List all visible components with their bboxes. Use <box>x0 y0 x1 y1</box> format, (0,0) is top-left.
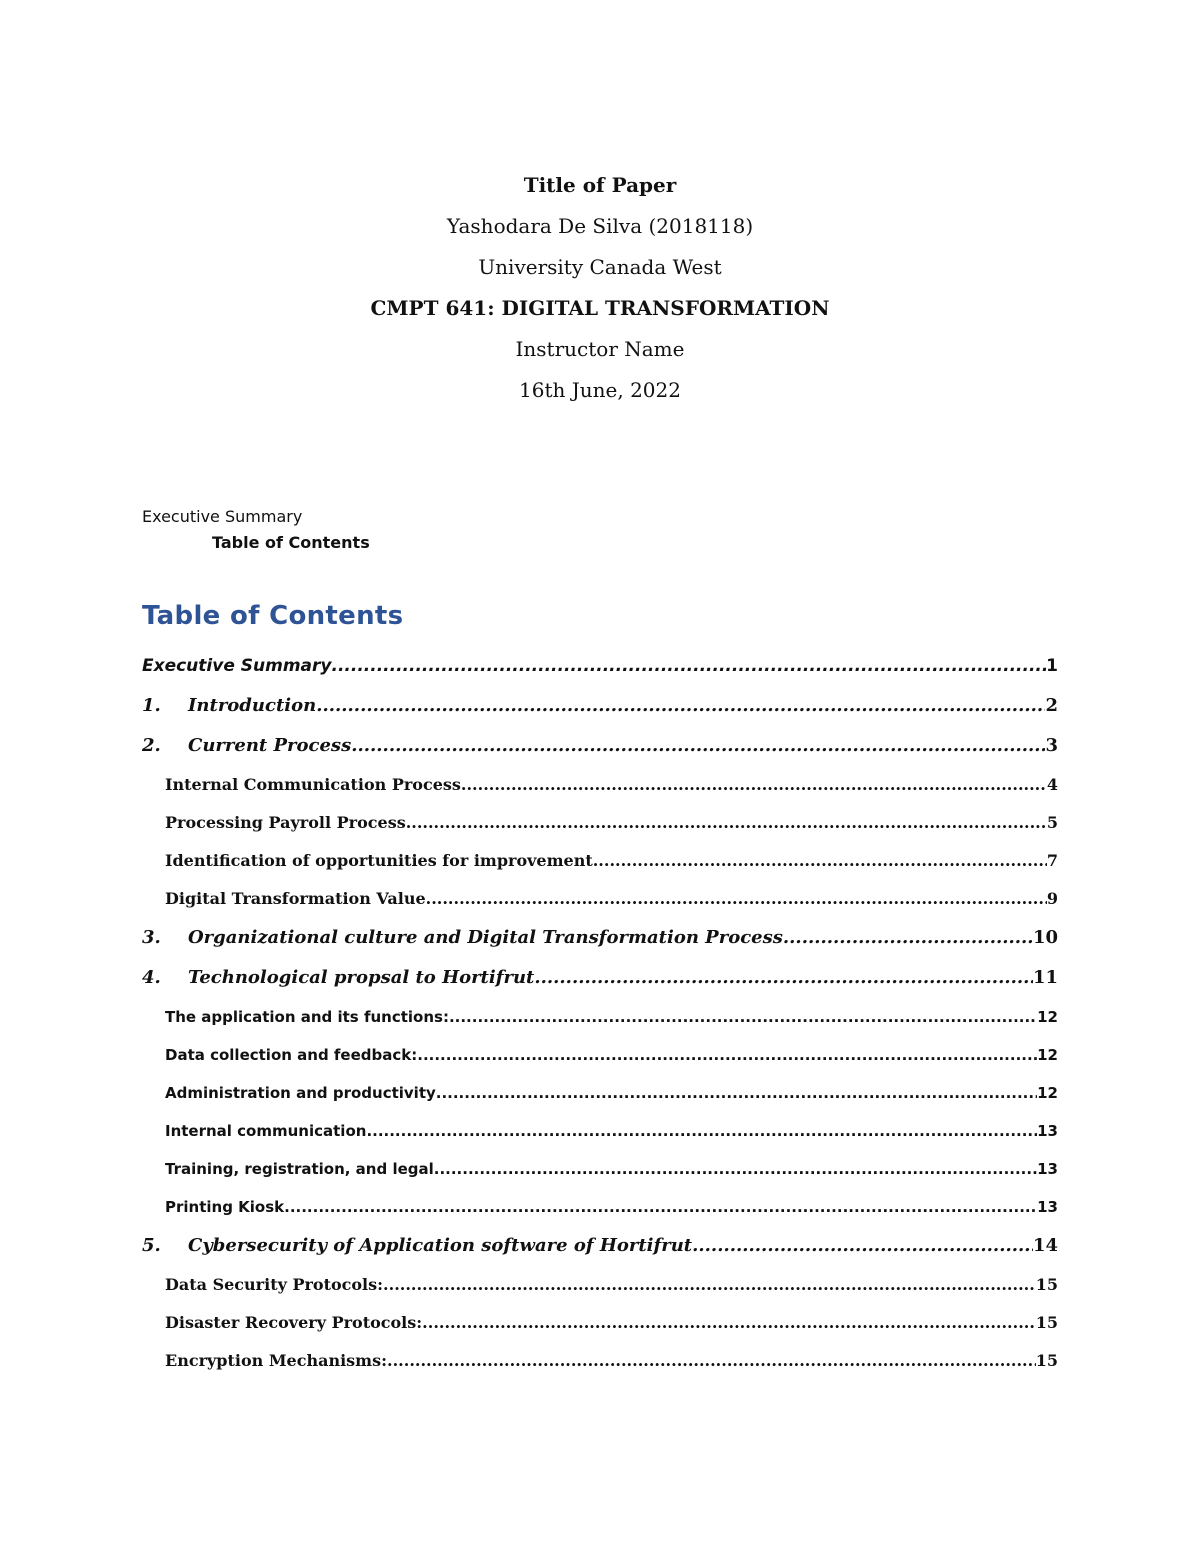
toc-leader-dots <box>783 918 1033 958</box>
toc-entry-label: Technological propsal to Hortifrut <box>188 967 535 988</box>
toc-entry-cybersecurity[interactable] <box>142 1226 1058 1266</box>
toc-entry-label: Current Process <box>188 735 352 756</box>
toc-entry-label: Administration and productivity <box>165 1084 436 1102</box>
toc-page-number: 13 <box>1037 1160 1058 1178</box>
toc-entry-introduction[interactable] <box>142 686 1058 726</box>
toc-leader-dots <box>366 1112 1037 1150</box>
toc-entry-label: Introduction <box>188 695 317 716</box>
toc-page-number: 15 <box>1035 1351 1058 1370</box>
toc-leader-dots <box>426 880 1047 918</box>
toc-page-number: 15 <box>1035 1313 1058 1332</box>
toc-page-number: 9 <box>1046 889 1058 908</box>
toc-entry-label: Printing Kiosk <box>165 1198 285 1216</box>
author-line: Yashodara De Silva (2018118) <box>446 214 754 238</box>
toc-page-number: 14 <box>1032 1235 1058 1256</box>
date-line: 16th June, 2022 <box>519 378 681 402</box>
toc-entry-administration-productivity[interactable] <box>142 1074 1058 1112</box>
institution-line: University Canada West <box>478 255 722 279</box>
toc-entry-label: Digital Transformation Value <box>165 889 426 908</box>
toc-entry-label: Processing Payroll Process <box>165 813 406 832</box>
instructor-line: Instructor Name <box>515 337 685 361</box>
toc-entry-organizational-culture[interactable] <box>142 918 1058 958</box>
toc-entry-internal-communication[interactable] <box>142 1112 1058 1150</box>
toc-page-number: 7 <box>1046 851 1058 870</box>
toc-entry-label: Internal Communication Process <box>165 775 461 794</box>
toc-leader-dots <box>422 1304 1036 1342</box>
toc-page-number: 12 <box>1037 1046 1058 1064</box>
toc-entry-label: Data collection and feedback: <box>165 1046 418 1064</box>
toc-entry-number: 2. <box>142 735 161 756</box>
toc-entry-label: Training, registration, and legal <box>165 1160 434 1178</box>
toc-entry-label: Executive Summary <box>142 656 332 676</box>
title-page-block <box>0 170 1200 416</box>
toc-entry-label: Organizational culture and Digital Transformation Process <box>188 927 783 948</box>
toc-entry-number: 5. <box>142 1235 161 1256</box>
toc-entry-encryption-mechanisms[interactable] <box>142 1342 1058 1380</box>
outline-executive-summary: Executive Summary <box>142 507 303 526</box>
toc-entry-training-registration-legal[interactable] <box>142 1150 1058 1188</box>
toc-entry-processing-payroll-process[interactable] <box>142 804 1058 842</box>
toc-leader-dots <box>316 686 1045 726</box>
toc-heading: Table of Contents <box>142 601 404 631</box>
toc-leader-dots <box>436 1074 1037 1112</box>
toc-entry-technological-proposal[interactable] <box>142 958 1058 998</box>
toc-page-number: 12 <box>1037 1084 1058 1102</box>
toc-page-number: 15 <box>1035 1275 1058 1294</box>
toc-page-number: 4 <box>1046 775 1058 794</box>
toc-entry-disaster-recovery-protocols[interactable] <box>142 1304 1058 1342</box>
toc-leader-dots <box>461 766 1047 804</box>
toc-page-number: 13 <box>1037 1198 1058 1216</box>
toc-page-number: 12 <box>1037 1008 1058 1026</box>
toc-page-number: 2 <box>1045 695 1058 716</box>
toc-entry-printing-kiosk[interactable] <box>142 1188 1058 1226</box>
toc-entry-data-security-protocols[interactable] <box>142 1266 1058 1304</box>
toc-leader-dots <box>534 958 1033 998</box>
toc-page-number: 10 <box>1032 927 1058 948</box>
toc-page-number: 11 <box>1032 967 1058 988</box>
toc-entry-digital-transformation-value[interactable] <box>142 880 1058 918</box>
toc-entry-number: 3. <box>142 927 161 948</box>
toc-entry-application-functions[interactable] <box>142 998 1058 1036</box>
toc-page-number: 3 <box>1045 735 1058 756</box>
toc-leader-dots <box>417 1036 1037 1074</box>
toc-entry-label: Encryption Mechanisms: <box>165 1351 388 1370</box>
toc-entry-identification-of-opportunities[interactable] <box>142 842 1058 880</box>
toc-entry-internal-communication-process[interactable] <box>142 766 1058 804</box>
toc-leader-dots <box>387 1342 1036 1380</box>
toc-entry-label: Internal communication <box>165 1122 367 1140</box>
toc-page-number: 1 <box>1046 656 1058 676</box>
toc-page-number: 5 <box>1046 813 1058 832</box>
toc-leader-dots <box>434 1150 1037 1188</box>
outline-table-of-contents: Table of Contents <box>212 533 370 552</box>
toc-entry-number: 1. <box>142 695 161 716</box>
toc-entry-label: Data Security Protocols: <box>165 1275 384 1294</box>
toc-entry-number: 4. <box>142 967 161 988</box>
toc-leader-dots <box>331 646 1046 686</box>
toc-entry-label: The application and its functions: <box>165 1008 449 1026</box>
toc-entry-current-process[interactable] <box>142 726 1058 766</box>
toc-leader-dots <box>593 842 1047 880</box>
toc-leader-dots <box>449 998 1037 1036</box>
toc-page-number: 13 <box>1037 1122 1058 1140</box>
paper-title: Title of Paper <box>523 173 677 197</box>
toc-leader-dots <box>692 1226 1033 1266</box>
toc-leader-dots <box>406 804 1047 842</box>
course-line: CMPT 641: DIGITAL TRANSFORMATION <box>370 296 830 320</box>
toc-entry-label: Disaster Recovery Protocols: <box>165 1313 423 1332</box>
toc-leader-dots <box>351 726 1045 766</box>
toc-entry-executive-summary[interactable] <box>142 646 1058 686</box>
toc-entry-label: Identification of opportunities for improvement <box>165 851 593 870</box>
toc-list <box>142 646 1058 1380</box>
toc-leader-dots <box>284 1188 1037 1226</box>
toc-leader-dots <box>383 1266 1036 1304</box>
toc-entry-data-collection[interactable] <box>142 1036 1058 1074</box>
toc-entry-label: Cybersecurity of Application software of Hortifrut <box>188 1235 693 1256</box>
